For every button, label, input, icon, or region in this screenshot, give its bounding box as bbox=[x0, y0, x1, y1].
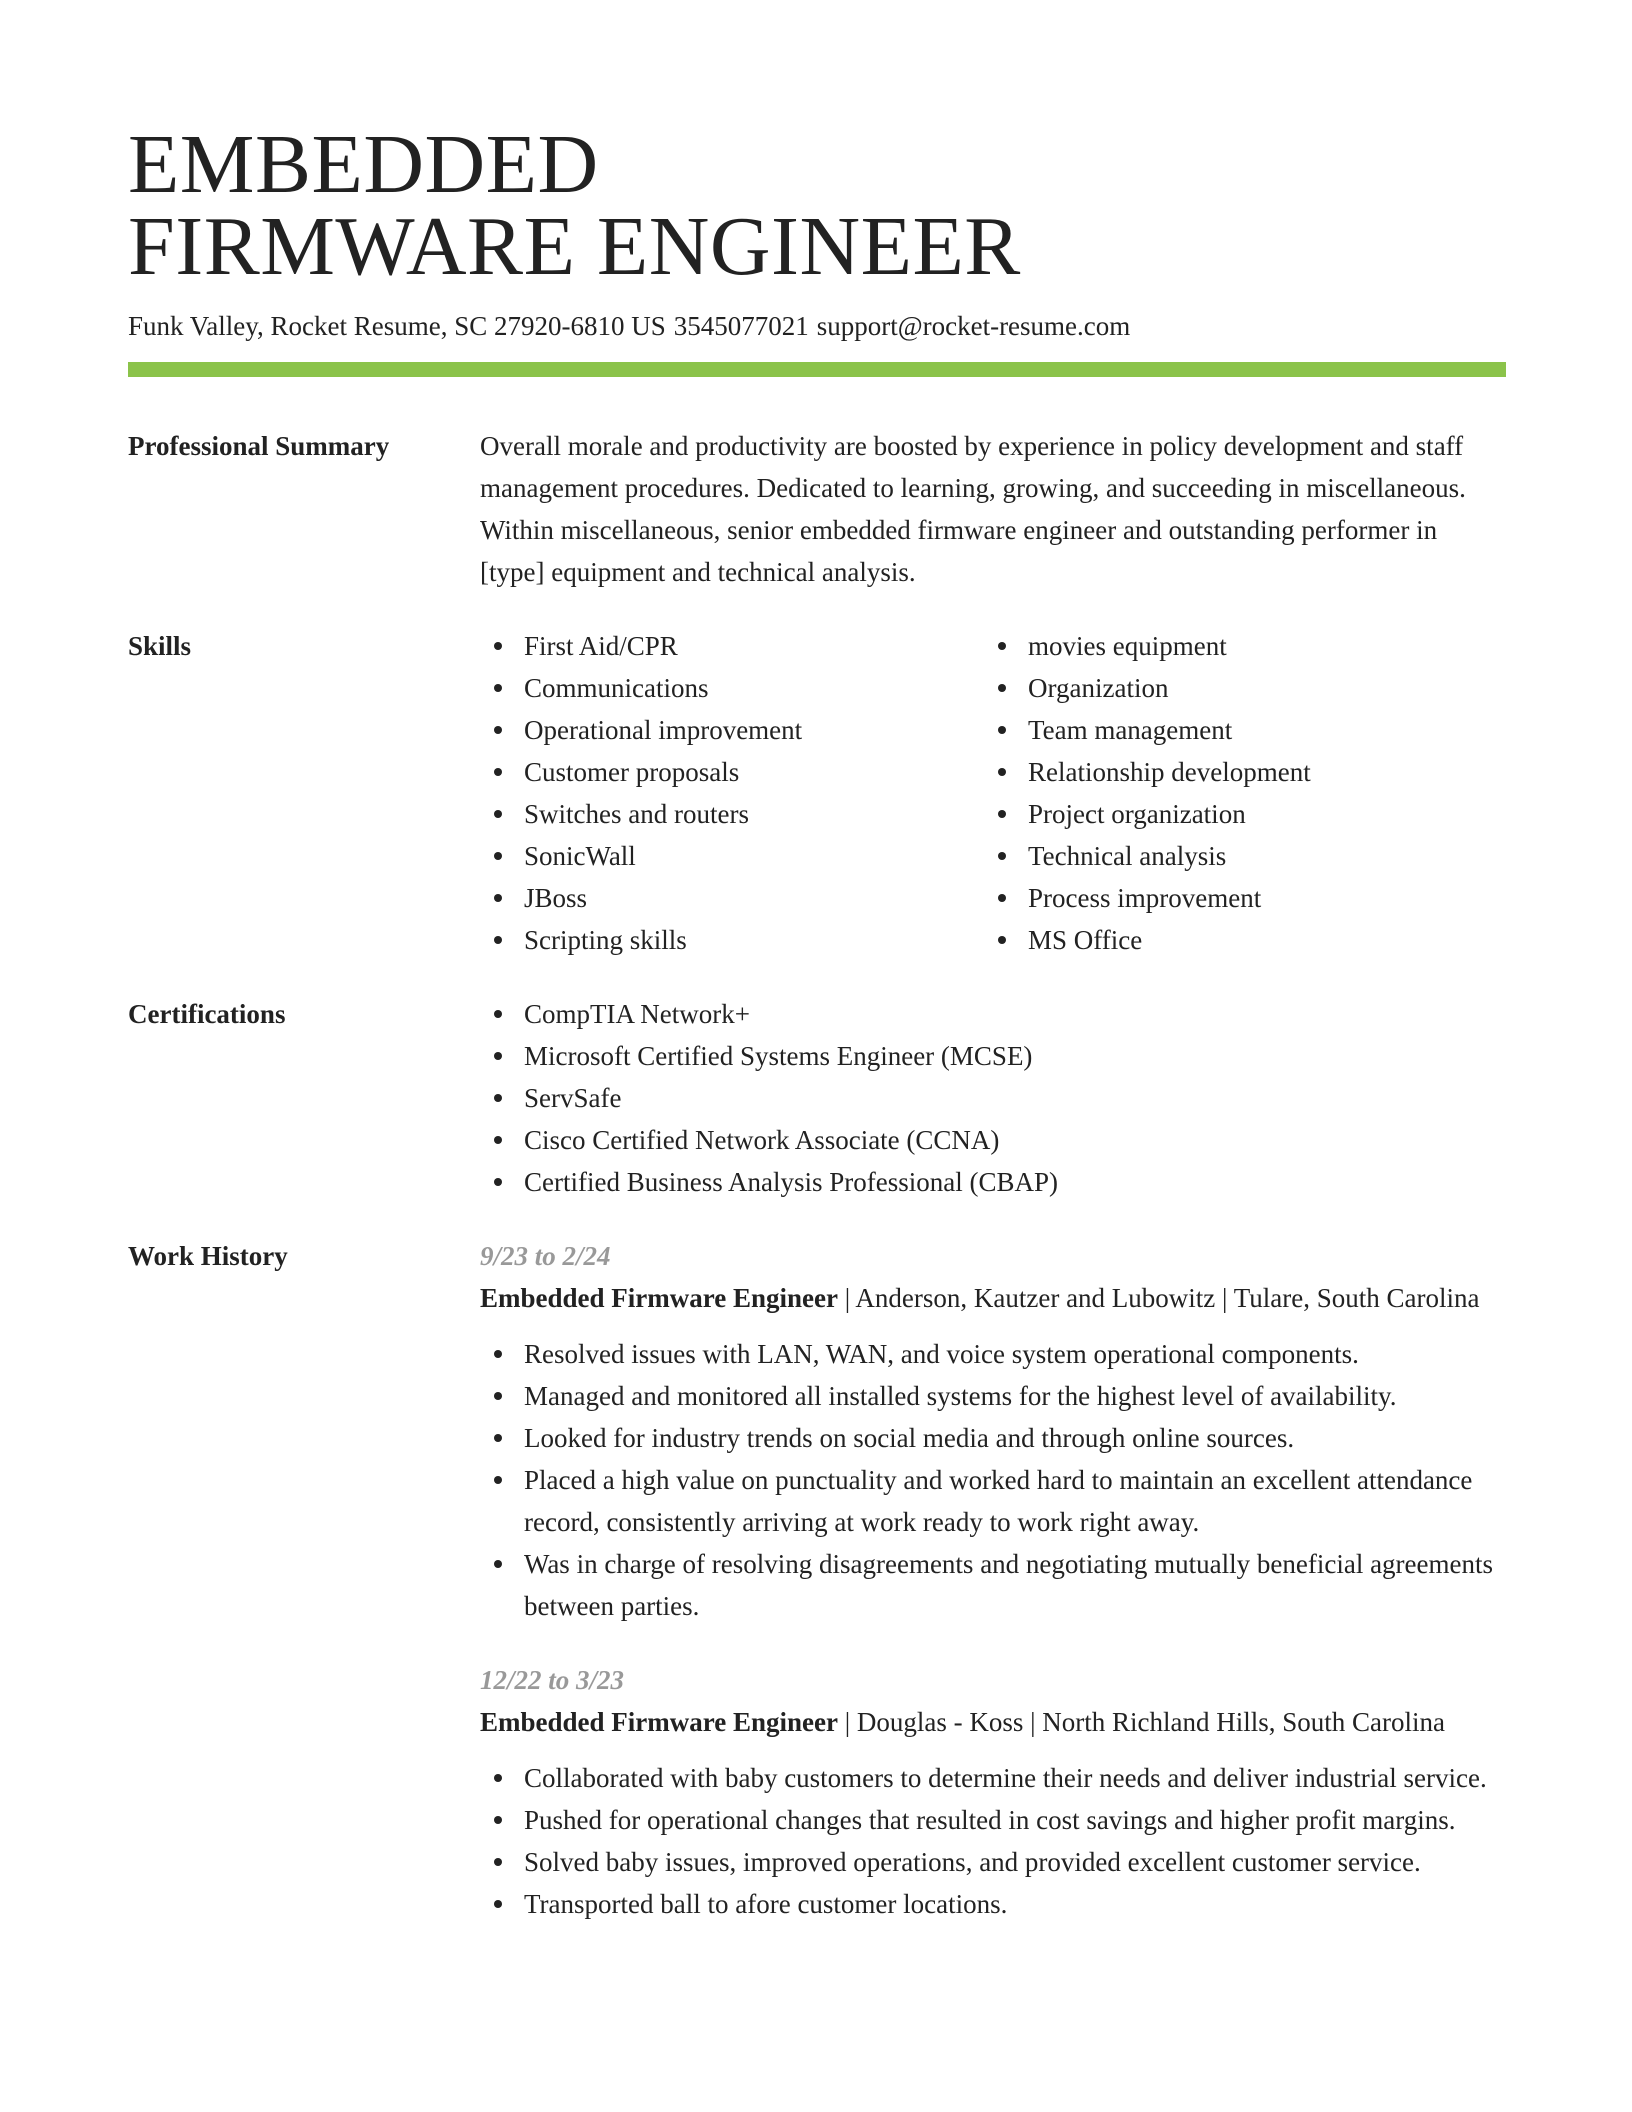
skill-item: Communications bbox=[480, 667, 984, 709]
job-header bbox=[480, 1277, 1506, 1319]
certification-item: Microsoft Certified Systems Engineer (MCSE) bbox=[480, 1035, 1506, 1077]
job-bullet: Pushed for operational changes that resulted in cost savings and higher profit margins. bbox=[480, 1799, 1506, 1841]
contact-phone: 3545077021 bbox=[673, 311, 809, 341]
skill-item: Switches and routers bbox=[480, 793, 984, 835]
job-details: | Douglas - Koss | North Richland Hills, South Carolina bbox=[837, 1707, 1446, 1737]
certifications-list bbox=[480, 993, 1506, 1203]
contact-address: Funk Valley, Rocket Resume, SC 27920-6810 US bbox=[128, 311, 666, 341]
job-bullet: Was in charge of resolving disagreements and negotiating mutually beneficial agreements between parties. bbox=[480, 1543, 1506, 1627]
skill-item: JBoss bbox=[480, 877, 984, 919]
title-line-2: FIRMWARE ENGINEER bbox=[128, 200, 1021, 293]
job-bullet: Looked for industry trends on social media and through online sources. bbox=[480, 1417, 1506, 1459]
skill-item: Process improvement bbox=[984, 877, 1488, 919]
skill-item: Technical analysis bbox=[984, 835, 1488, 877]
skill-item: Relationship development bbox=[984, 751, 1488, 793]
skill-item: movies equipment bbox=[984, 625, 1488, 667]
work-history-section bbox=[128, 1235, 1506, 1925]
certification-item: ServSafe bbox=[480, 1077, 1506, 1119]
summary-text: Overall morale and productivity are boosted by experience in policy development and staff management procedures. Dedicated to learning, growing, and succeeding in miscellaneous. Within miscellaneous, senior embedded firmware engineer and outstanding performer in [type] equipment and technical analysis. bbox=[480, 431, 1466, 587]
skills-list-right bbox=[984, 625, 1488, 961]
resume-title bbox=[128, 118, 1506, 293]
skill-item: Project organization bbox=[984, 793, 1488, 835]
skill-item: SonicWall bbox=[480, 835, 984, 877]
job-details: | Anderson, Kautzer and Lubowitz | Tulare, South Carolina bbox=[837, 1283, 1480, 1313]
job-entry bbox=[480, 1235, 1506, 1627]
certification-item: Cisco Certified Network Associate (CCNA) bbox=[480, 1119, 1506, 1161]
skill-item: Team management bbox=[984, 709, 1488, 751]
contact-line bbox=[128, 308, 1506, 344]
skill-item: MS Office bbox=[984, 919, 1488, 961]
job-title: Embedded Firmware Engineer bbox=[480, 1707, 838, 1737]
job-bullets bbox=[480, 1757, 1506, 1925]
certification-item: Certified Business Analysis Professional (CBAP) bbox=[480, 1161, 1506, 1203]
job-bullet: Resolved issues with LAN, WAN, and voice system operational components. bbox=[480, 1333, 1506, 1375]
skill-item: First Aid/CPR bbox=[480, 625, 984, 667]
skills-section bbox=[128, 625, 1506, 961]
certifications-body bbox=[480, 993, 1506, 1203]
section-label-work: Work History bbox=[128, 1241, 288, 1271]
job-entry bbox=[480, 1659, 1506, 1925]
skills-columns bbox=[480, 625, 1506, 961]
section-label-summary: Professional Summary bbox=[128, 431, 390, 461]
job-dates: 12/22 to 3/23 bbox=[480, 1665, 625, 1695]
skills-list-left bbox=[480, 625, 984, 961]
skill-item: Organization bbox=[984, 667, 1488, 709]
title-line-1: EMBEDDED bbox=[128, 118, 599, 211]
job-bullet: Transported ball to afore customer locations. bbox=[480, 1883, 1506, 1925]
job-bullet: Solved baby issues, improved operations, and provided excellent customer service. bbox=[480, 1841, 1506, 1883]
certification-item: CompTIA Network+ bbox=[480, 993, 1506, 1035]
job-title: Embedded Firmware Engineer bbox=[480, 1283, 838, 1313]
skill-item: Scripting skills bbox=[480, 919, 984, 961]
job-bullet: Managed and monitored all installed systems for the highest level of availability. bbox=[480, 1375, 1506, 1417]
skill-item: Operational improvement bbox=[480, 709, 984, 751]
resume-header bbox=[128, 118, 1506, 377]
professional-summary-section bbox=[128, 425, 1506, 593]
job-header bbox=[480, 1701, 1506, 1743]
job-bullets bbox=[480, 1333, 1506, 1627]
work-history-body bbox=[480, 1235, 1506, 1925]
skill-item: Customer proposals bbox=[480, 751, 984, 793]
job-bullet: Placed a high value on punctuality and worked hard to maintain an excellent attendance record, consistently arriving at work ready to work right away. bbox=[480, 1459, 1506, 1543]
resume-page bbox=[128, 118, 1506, 1925]
certifications-section bbox=[128, 993, 1506, 1203]
section-label-certifications: Certifications bbox=[128, 999, 286, 1029]
job-bullet: Collaborated with baby customers to determine their needs and deliver industrial service. bbox=[480, 1757, 1506, 1799]
job-dates: 9/23 to 2/24 bbox=[480, 1241, 611, 1271]
section-label-skills: Skills bbox=[128, 631, 192, 661]
header-divider bbox=[128, 362, 1506, 377]
contact-email[interactable]: support@rocket-resume.com bbox=[816, 311, 1131, 341]
